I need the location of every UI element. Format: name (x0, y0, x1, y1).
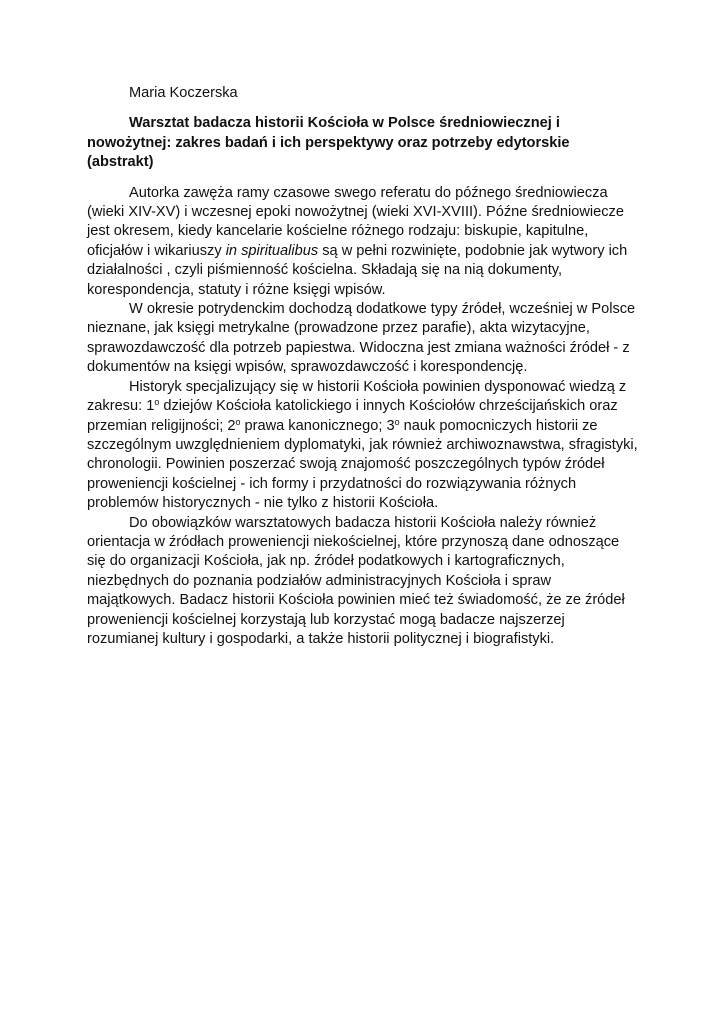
paragraph-1-text-before: Autorka zawęża ramy czasowe swego referatu do późnego średniowiecza (wieki XIV-XV) i wczesnej epoki nowożytnej (wieki XVI-XVIII). Późne średniowiecze jest okresem, kiedy kancelarie kościelne różnego rodzaju: biskupie, kapitulne, oficjałów i wikariuszy (87, 184, 624, 259)
paragraph-1 (87, 184, 639, 300)
paragraph-3-part-1: Historyk specjalizujący się w historii Kościoła powinien dysponować wiedzą z zakresu: 1 (87, 378, 627, 415)
author-name: Maria Koczerska (129, 85, 238, 101)
paragraph-1-text-after: są w pełni rozwinięte, podobnie jak wytwory ich działalności , czyli piśmienność kościelna. Składają się na nią dokumenty, korespondencja, statuty i różne księgi wpisów. (87, 242, 628, 298)
document-page (87, 84, 639, 649)
ordinal-superscript-3: o (394, 416, 400, 427)
paragraph-2: W okresie potrydenckim dochodzą dodatkowe typy źródeł, wcześniej w Polsce nieznane, jak księgi metrykalne (prowadzone przez parafie), akta wizytacyjne, sprawozdawczość dla potrzeb papiestwa. Widoczna jest zmiana ważności źródeł - z dokumentów na księgi wpisów, sprawozdawczość i korespondencję. (87, 301, 636, 376)
ordinal-superscript-1: o (154, 397, 160, 408)
paragraph-1-italic-phrase: in spiritualibus (225, 242, 319, 259)
document-title: Warsztat badacza historii Kościoła w Polsce średniowiecznej i nowożytnej: zakres badań i ich perspektywy oraz potrzeby edytorskie (abstrakt) (87, 115, 570, 171)
paragraph-3-part-2: dziejów Kościoła katolickiego i innych Kościołów chrześcijańskich oraz przemian religijności; 2 (87, 398, 618, 434)
paragraph-3 (87, 378, 639, 514)
paragraph-3-part-4: nauk pomocniczych historii ze szczególnym uwzględnieniem dyplomatyki, jak również archiwoznawstwa, sfragistyki, chronologii. Powinien poszerzać swoją znajomość poszczególnych typów źródeł proweniencji kościelnej - ich formy i przydatności do rozwiązywania różnych problemów historycznych - nie tylko z historii Kościoła. (87, 417, 638, 512)
ordinal-superscript-2: o (235, 416, 241, 427)
paragraph-4: Do obowiązków warsztatowych badacza historii Kościoła należy również orientacja w źródłach proweniencji niekościelnej, które przynoszą dane odnoszące się do organizacji Kościoła, jak np. źródeł podatkowych i kartograficznych, niezbędnych do poznania podziałów administracyjnych Kościoła i spraw majątkowych. Badacz historii Kościoła powinien mieć też świadomość, że ze źródeł proweniencji kościelnej korzystają lub korzystać mogą badacze najszerzej rozumianej kultury i gospodarki, a także historii politycznej i biografistyki. (87, 514, 625, 647)
paragraph-3-part-3: prawa kanonicznego; 3 (240, 417, 395, 434)
